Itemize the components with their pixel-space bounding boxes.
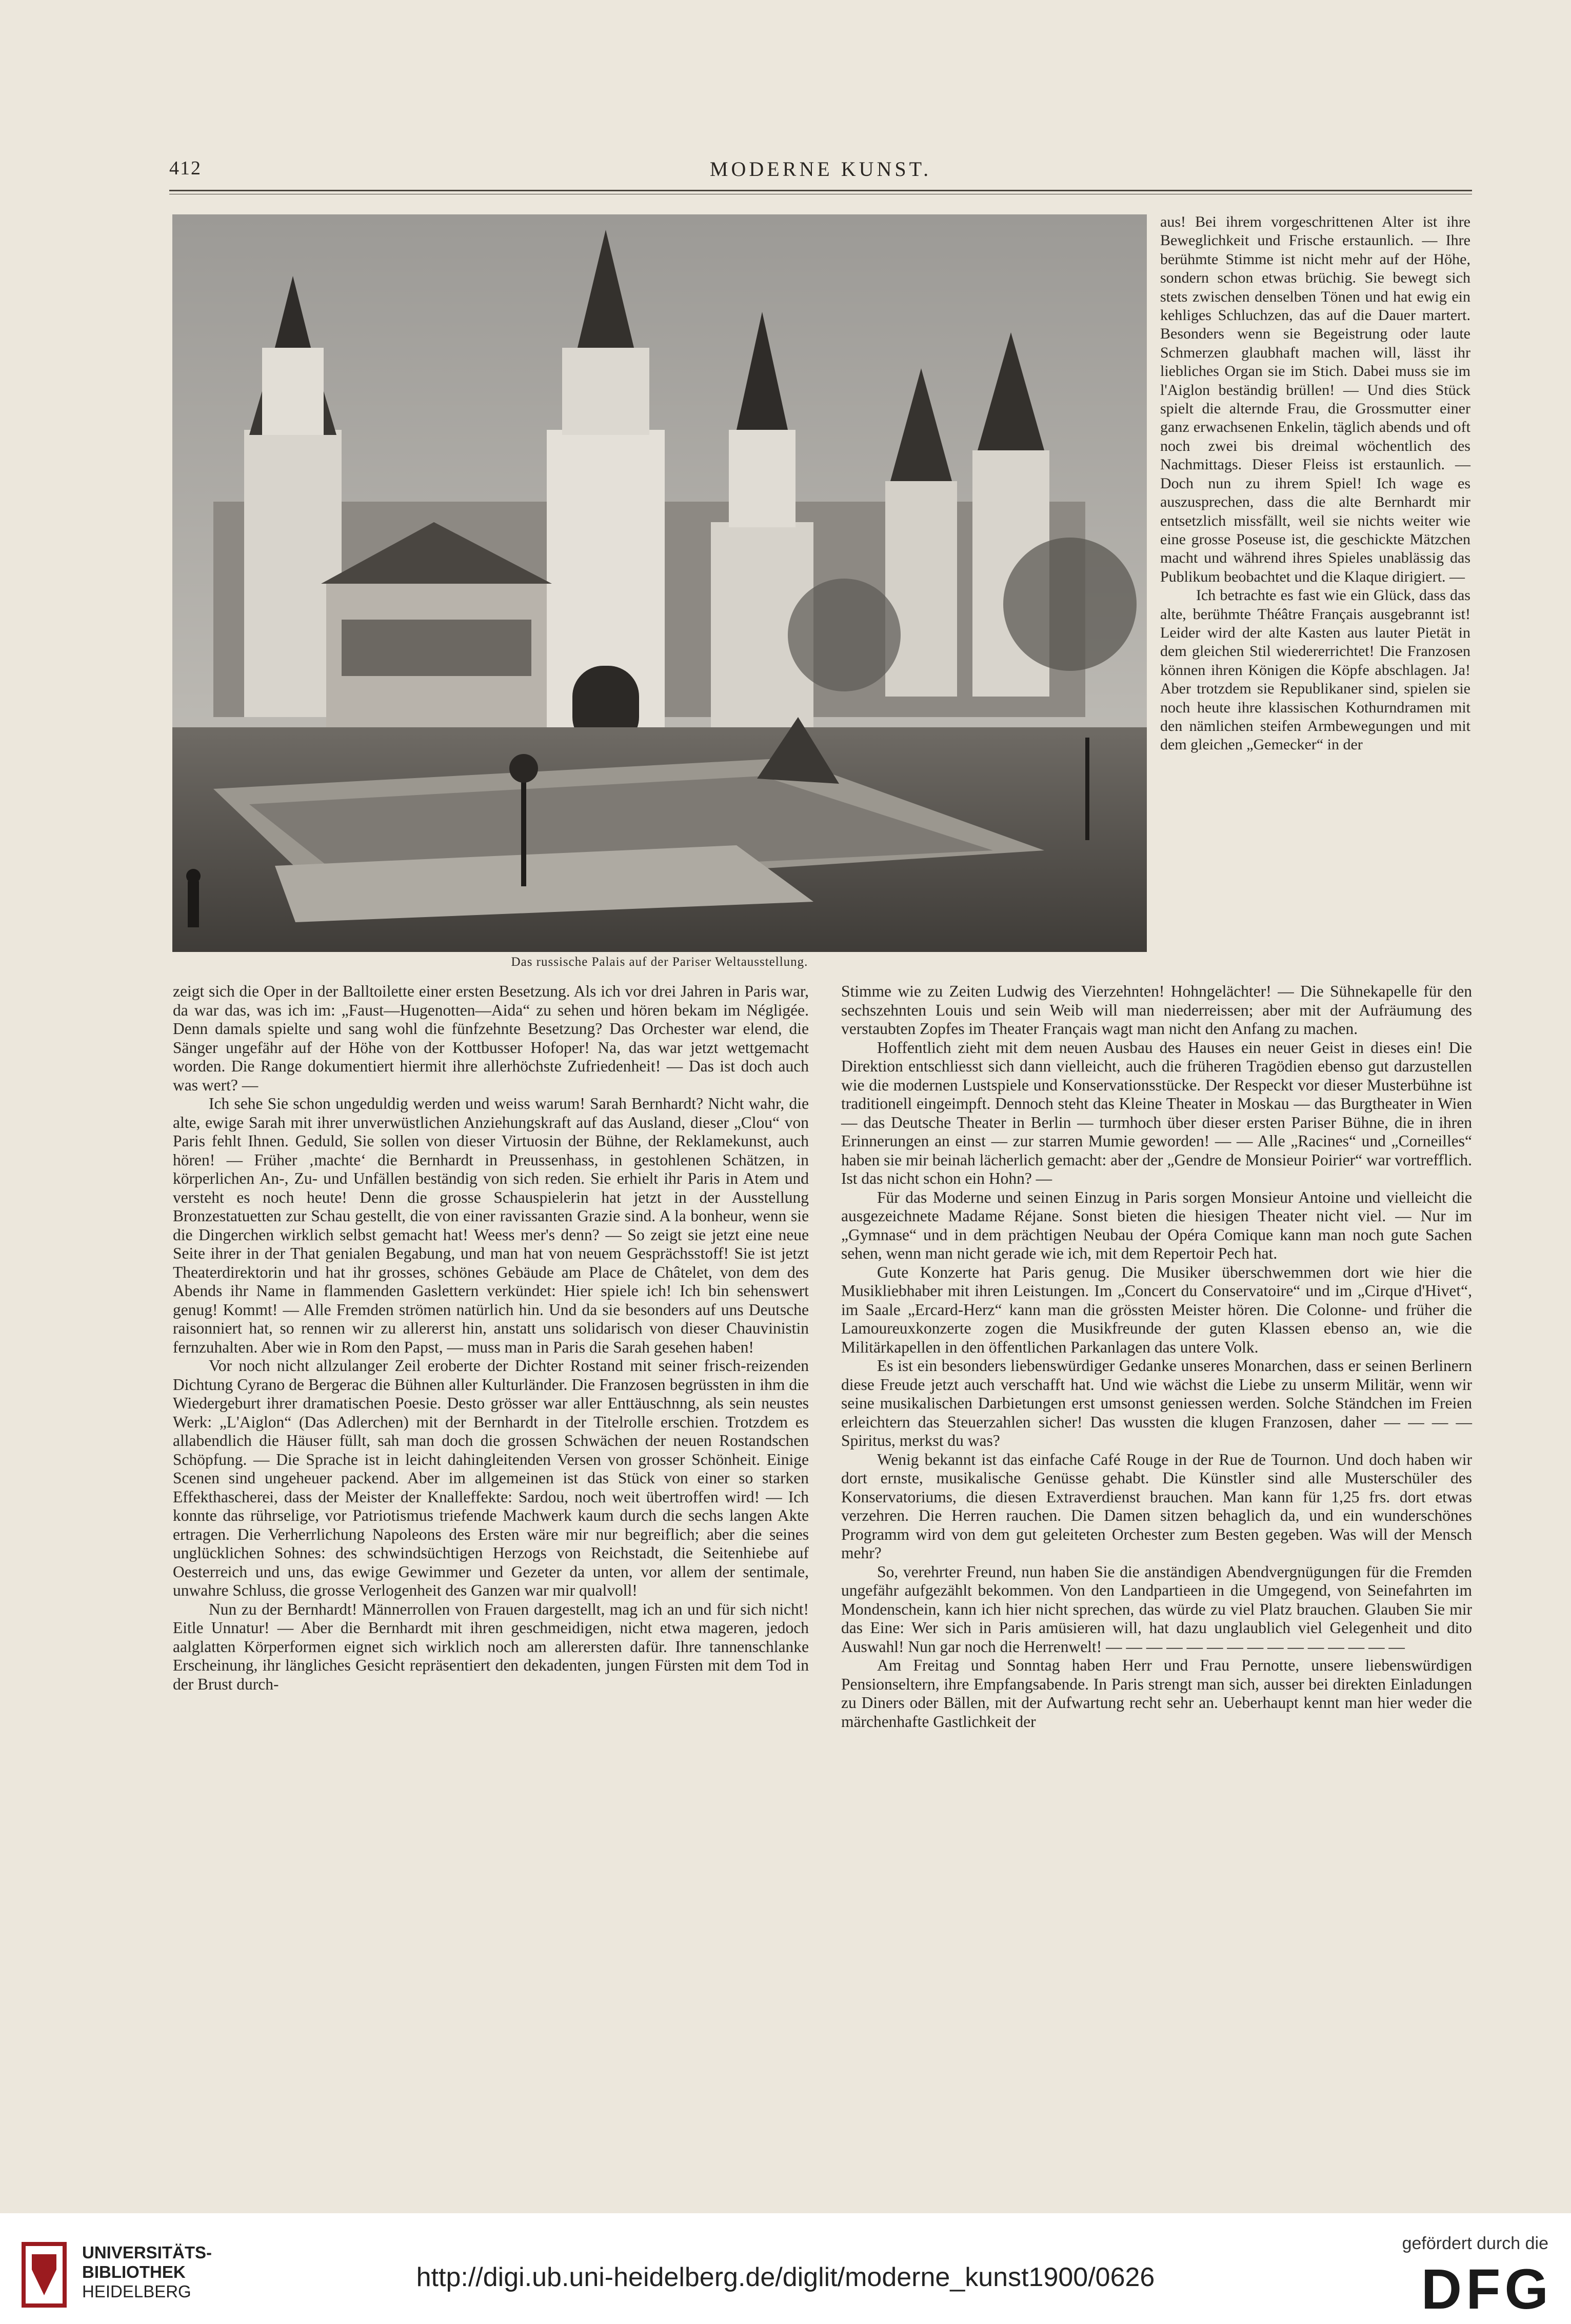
paragraph: Hoffentlich zieht mit dem neuen Ausbau des Hauses ein neuer Geist in dieses ein! Die Direktion entschliesst sich dann vielleicht, auch die früheren Tragödien ebenso gut darzustellen wie die modernen Lustspiele und Konservationsstücke. Der Respeckt vor dieser Musterbühne ist traditionell eingeimpft. Dennoch steht das Kleine Theater in Moskau — das Burgtheater in Wien — das Deutsche Theater in Berlin — turmhoch über dieser ersten Pariser Bühne, die in ihren Erinnerungen an einst — zur starren Mumie geworden! — — Alle „Racines“ und „Corneilles“ haben sie mir beinah lächerlich gemacht: aber der „Gendre de Monsieur Poirier“ war vortrefflich. Ist das nicht schon ein Hohn? — (841, 1038, 1472, 1187)
paragraph: Für das Moderne und seinen Einzug in Paris sorgen Monsieur Antoine und vielleicht die ausgezeichnete Madame Réjane. Sonst bieten die hiesigen Theater nicht viel. — Nur im „Gymnase“ und in dem prächtigen Neubau der Opéra Comique kann man noch gute Sachen sehen, wenn man nicht gerade wie ich, mit dem Repertoir Pech hat. (841, 1188, 1472, 1262)
page-header (169, 154, 1472, 185)
paragraph: Vor noch nicht allzulanger Zeil eroberte der Dichter Rostand mit seiner frisch-reizenden Dichtung Cyrano de Bergerac die Bühnen aller Kulturländer. Die Franzosen begrüssten in ihm die Wiedergeburt ihrer dramatischen Poesie. Desto grösser war aller Enttäuschnng, als sein neustes Werk: „L'Aiglon“ (Das Adlerchen) mit der Bernhardt in der Titelrolle erschien. Trotzdem es allabendlich die Häuser füllt, sah man doch die grossen Schwächen der neuen Rostandschen Schöpfung. — Die Sprache ist in leicht dahingleitenden Versen von grosser Schönheit. Einige Scenen sind ungeheuer packend. Aber im allgemeinen ist das Stück von einer so starken Effekthascherei, dass der Meister der Knalleffekte: Sardou, noch weit übertroffen wird! — Ich konnte das rührselige, vor Patriotismus triefende Machwerk kaum durch die sechs langen Akte ertragen. Die Verherrlichung Napoleons des Ersten wäre mir nur begreiflich; aber die seines unglücklichen Sohnes: des schwindsüchtigen Herzogs von Reichstadt, die Seitenhiebe auf Oesterreich und uns, das ewige Gewimmer und Gezeter da unten, vor allem der sentimale, unwahre Schluss, die grosse Verlogenheit des Ganzen war mir qualvoll! (173, 1357, 809, 1599)
library-name-line2: BIBLIOTHEK (82, 2262, 186, 2281)
header-rule-thick (169, 190, 1472, 191)
sponsor-text: gefördert durch die (1402, 2234, 1548, 2253)
photo-illustration (172, 214, 1147, 952)
paragraph: aus! Bei ihrem vorgeschrittenen Alter ist ihre Beweglichkeit und Frische erstaunlich. — Ihre berühmte Stimme ist nicht mehr auf der Höhe, sondern schon etwas brüchig. Sie bewegt sich stets zwischen denselben Tönen und hat ewig ein kehliges Schluchzen, das auf die Dauer martert. Besonders wenn sie Begeistrung oder laute Schmerzen glaubhaft machen will, lässt ihr liebliches Organ sie im Stich. Dabei muss sie im l'Aiglon beständig brüllen! — Und dies Stück spielt die alternde Frau, die Grossmutter einer ganz erwachsenen Enkelin, täglich abends und oft noch zwei bis dreimal wöchentlich des Nachmittags. Dieser Fleiss ist erstaunlich. — Doch nun zu ihrem Spiel! Ich wage es auszusprechen, dass die alte Bernhardt mir entsetzlich missfällt, weil sie nichts weiter wie eine grosse Poseuse ist, die geschickte Mätzchen macht und während ihres Spieles unablässig das Publikum beobachtet und die Klaque dirigiert. — (1160, 213, 1470, 585)
side-column (1160, 213, 1470, 754)
running-title: MODERNE KUNST. (709, 157, 932, 181)
right-column (841, 982, 1472, 1731)
paragraph: Am Freitag und Sonntag haben Herr und Frau Pernotte, unsere liebenswürdigen Pensionseltern, ihre Empfangsabende. In Paris strengt man sich, ausser bei direkten Einladungen zu Diners oder Bällen, mit der Aufwartung recht sehr an. Ueberhaupt kennt man hier weder die märchenhafte Gastlichkeit der (841, 1656, 1472, 1731)
paragraph: Wenig bekannt ist das einfache Café Rouge in der Rue de Tournon. Und doch haben wir dort ernste, musikalische Genüsse gehabt. Die Künstler sind alle Musterschüler des Konservatoriums, die diesen Extraverdienst brauchen. Man kann für 1,25 frs. dort etwas verzehren. Die Herren rauchen. Die Damen sitzen behaglich da, und ein wunderschönes Programm wird von dem gut geleiteten Orchester zum Besten gegeben. Was will der Mensch mehr? (841, 1450, 1472, 1562)
paragraph: Nun zu der Bernhardt! Männerrollen von Frauen dargestellt, mag ich an und für sich nicht! Eitle Unnatur! — Aber die Bernhardt mit ihren geschmeidigen, nicht etwa mageren, jedoch aalglatten Körperformen eignet sich wirklich noch am allerersten dafür. Ihre tannenschlanke Erscheinung, ihr längliches Gesicht repräsentiert den dekadenten, jungen Fürsten mit dem Tod in der Brust durch- (173, 1600, 809, 1693)
digitization-footer (0, 2213, 1571, 2324)
dfg-logo: DFG (1421, 2258, 1553, 2321)
russian-palace-photo (172, 214, 1147, 952)
paragraph: Ich betrachte es fast wie ein Glück, dass das alte, berühmte Théâtre Français ausgebrannt ist! Leider wird der alte Kasten aus lauter Pietät in dem gleichen Stil wiedererrichtet! Die Franzosen können ihren Königen die Köpfe abschlagen. Ja! Aber trotzdem sie Republikaner sind, spielen sie noch heute ihre klassischen Kothurndramen mit den nämlichen steifen Armbewegungen und mit dem gleichen „Gemecker“ in der (1160, 587, 1470, 753)
source-url-link[interactable]: http://digi.ub.uni-heidelberg.de/diglit/moderne_kunst1900/0626 (416, 2262, 1155, 2292)
library-name-line3: HEIDELBERG (82, 2282, 191, 2301)
paragraph: Stimme wie zu Zeiten Ludwig des Vierzehnten! Hohngelächter! — Die Sühnekapelle für den sechszehnten Louis und sein Weib will man niederreissen; aber mit der Aufräumung des verstaubten Zopfes im Theater Français wagt man nicht den Anfang zu machen. (841, 982, 1472, 1038)
paragraph: zeigt sich die Oper in der Balltoilette einer ersten Besetzung. Als ich vor drei Jahren in Paris war, da war das, was ich im: „Faust—Hugenotten—Aida“ zu sehen und hören bekam im Négligée. Denn damals spielte und sang wohl die fünfzehnte Besetzung? Das Orchester war elend, die Sänger ungefähr auf der Höhe von der Kottbusser Hofoper! Na, das war jetzt wettgemacht worden. Die Range dokumentiert hiermit ihre allerhöchste Zufriedenheit! — Das ist doch auch was wert? — (173, 982, 809, 1094)
paragraph: Es ist ein besonders liebenswürdiger Gedanke unseres Monarchen, dass er seinen Berlinern diese Freude jetzt auch verschafft hat. Und wie wächst die Liebe zu unserm Militär, wenn wir seine musikalischen Darbietungen erst umsonst geniessen werden. Solche Ständchen im Freien erleichtern das Steuerzahlen sicher! Das wussten die klugen Franzosen, daher — — — — Spiritus, merkst du was? (841, 1357, 1472, 1449)
paragraph: So, verehrter Freund, nun haben Sie die anständigen Abendvergnügungen für die Fremden ungefähr aufgezählt bekommen. Von den Landpartieen in die Umgegend, von Seinefahrten im Mondenschein, kann ich hier nicht sprechen, das würde zu viel Platz brauchen. Glauben Sie mir das Eine: Wer sich in Paris amüsieren will, hat dazu unglaublich viel Gelegenheit und dito Auswahl! Nun gar noch die Herrenwelt! — — — — — — — — — — — — — — — (841, 1562, 1472, 1656)
page-number: 412 (169, 157, 202, 179)
photo-caption: Das russische Palais auf der Pariser Weltausstellung. (511, 955, 808, 969)
paragraph: Ich sehe Sie schon ungeduldig werden und weiss warum! Sarah Bernhardt? Nicht wahr, die alte, ewige Sarah mit ihrer unverwüstlichen Anziehungskraft auf das Ausland, dieser „Clou“ von Paris fehlt Ihnen. Geduld, Sie sollen von dieser Virtuosin der Bühne, der Reklamekunst, auch hören! — Früher ‚machte‘ die Bernhardt in Preussenhass, in gestohlenen Schätzen, in körperlichen An-, Zu- und Unfällen beständig von sich reden. Sie erhielt ihr Paris in Atem und versteht es noch heute! Denn die grosse Schauspielerin hat jetzt in der Ausstellung Bronzestatuetten zur Schau gestellt, die von einer ravissanten Grazie sind. A la bonheur, wenn sie die Dingerchen wirklich selbst gemacht hat! Weess mer's denn? — So zeigt sie jetzt eine neue Seite ihrer in der That genialen Begabung, und man hat von neuem Gesprächsstoff! Sie ist jetzt Theaterdirektorin und hat ihr grosses, schönes Gebäude am Place de Châtelet, von dem des Abends ihr Name in flammenden Gaslettern verkündet: Hier spiele ich! Ich bin sehenswert genug! Kommt! — Alle Fremden strömen natürlich hin. Und da sie besonders auf uns Deutsche raisonniert hat, so rennen wir zu allererst hin, anstatt uns solidarisch von dieser Chauvinistin fernzuhalten. Aber wie in Rom den Papst, — muss man in Paris die Sarah gesehen haben! (173, 1095, 809, 1356)
left-column (173, 982, 809, 1694)
library-name-line1: UNIVERSITÄTS- (82, 2243, 212, 2262)
paragraph: Gute Konzerte hat Paris genug. Die Musiker überschwemmen dort wie hier die Musikliebhaber mit ihren Leistungen. Im „Concert du Conservatoire“ und im „Cirque d'Hivet“, im Saale „Ercard-Herz“ kann man die grössten Meister hören. Die Colonne- und früher die Lamoureuxkonzerte zogen die Musikfreunde der guten Klassen ebenso an, wie die Militärkapellen in den öffentlichen Parkanlagen das untere Volk. (841, 1263, 1472, 1356)
